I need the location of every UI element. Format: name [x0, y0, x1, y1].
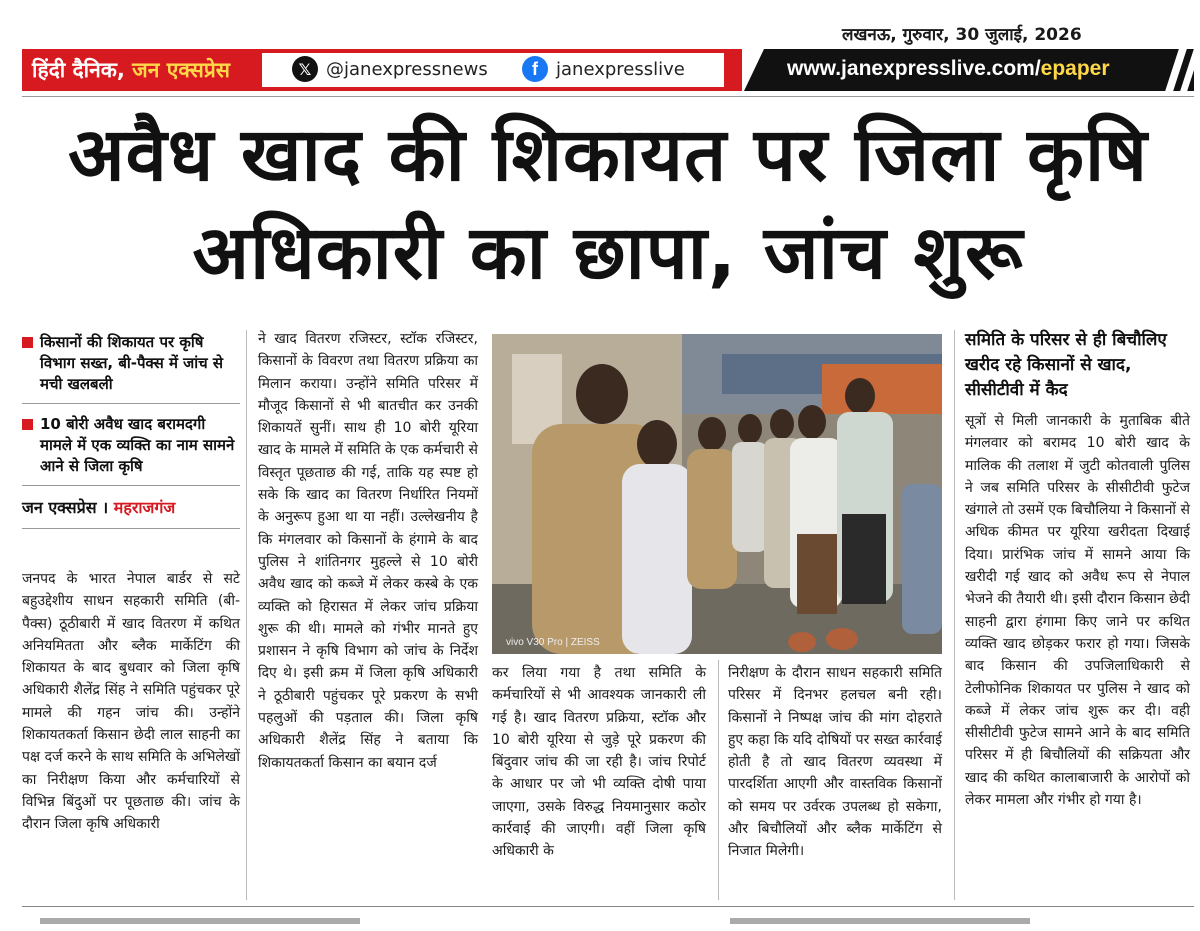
highlight-divider: [22, 485, 240, 486]
article-column-4: निरीक्षण के दौरान साधन सहकारी समिति परिसर में दिनभर हलचल बनी रही। किसानों ने निष्पक्ष जांच की मांग दोहराते हुए कहा कि यदि दोषियों पर सख्त कार्रवाई होती है तो खाद वितरण व्यवस्था में पारदर्शिता आएगी और वास्तविक किसानों को समय पर उर्वरक उपलब्ध हो सकेगा, और बिचौलियों और ब्लैक मार्केटिंग से निजात मिलेगी।: [728, 665, 942, 860]
facebook-handle: janexpresslive: [556, 58, 685, 80]
facebook-logo-icon: f: [522, 56, 548, 82]
highlight-item: [22, 332, 240, 395]
news-photo-illustration: [492, 334, 942, 654]
byline-source: जन एक्सप्रेस: [22, 498, 97, 517]
header-divider: [22, 96, 1194, 97]
red-square-icon: [22, 419, 33, 430]
next-article-stub: [40, 918, 360, 924]
url-main: www.janexpresslive.com/: [787, 57, 1041, 80]
byline: [22, 496, 240, 520]
column-divider: [246, 330, 247, 900]
facebook-handle-link[interactable]: [522, 56, 685, 82]
byline-divider: [22, 528, 240, 529]
column-divider: [954, 330, 955, 900]
url-highlight: epaper: [1040, 57, 1110, 80]
highlight-text: 10 बोरी अवैध खाद बरामदगी मामले में एक व्यक्ति का नाम सामने आने से जिला कृषि: [40, 415, 235, 475]
side-headline: समिति के परिसर से ही बिचौलिए खरीद रहे किसानों से खाद, सीसीटीवी में कैद: [965, 330, 1167, 400]
highlight-text: किसानों की शिकायत पर कृषि विभाग सख्त, बी-पैक्स में जांच से मची खलबली: [40, 333, 224, 393]
article-column-3: कर लिया गया है तथा समिति के कर्मचारियों से भी आवश्यक जानकारी ली गई है। खाद वितरण प्रक्रिया, स्टॉक और 10 बोरी यूरिया से जुड़े पूरे प्रकरण की बिंदुवार जांच की जा रही है। जांच रिपोर्ट के आधार पर जो भी व्यक्ति दोषी पाया जाएगा, उसके विरुद्ध नियमानुसार कठोर कार्रवाई की जाएगी। वहीं जिला कृषि अधिकारी के: [492, 665, 706, 860]
news-photo: [492, 334, 942, 654]
x-logo-icon: 𝕏: [292, 56, 318, 82]
page-title: [22, 106, 1194, 302]
dateline: लखनऊ, गुरुवार, 30 जुलाई, 2026: [842, 25, 1082, 45]
paper-brand: जन एक्सप्रेस: [132, 58, 230, 82]
paper-name: [32, 56, 230, 84]
footer-divider: [22, 906, 1194, 907]
x-handle-link[interactable]: [292, 56, 488, 82]
byline-separator: ।: [96, 498, 114, 517]
headline-line-1: अवैध खाद की शिकायत पर जिला कृषि: [68, 112, 1148, 198]
side-article-text: सूत्रों से मिली जानकारी के मुताबिक बीते मंगलवार को बरामद 10 बोरी खाद के मालिक की तलाश में जुटी कोतवाली पुलिस ने जब समिति परिसर के सीसीटीवी फुटेज खंगाले तो उसमें एक बिचौलिया ने किसानों से अधिक कीमत पर यूरिया खरीदता दिखाई दिया। प्रारंभिक जांच में सामने आया कि खरीदी गई खाद को अवैध रूप से नेपाल भेजने की तैयारी थी। इसी दौरान किसान छेदी साहनी द्वारा हंगामा किए जाने पर कथित व्यक्ति खाद छोड़कर फरार हो गया। जिसके बाद किसान की उपजिलाधिकारी से टेलीफोनिक शिकायत पर पुलिस ने खाद को कब्जे में लेकर जांच शुरू कर दी। वही सीसीटीवी फुटेज सामने आने के बाद समिति परिसर में ही बिचौलियों की सक्रियता और खाद की कथित कालाबाजारी के आरोपों को लेकर मामला और गंभीर हो गया है।: [965, 413, 1190, 809]
column-divider: [718, 660, 719, 900]
epaper-url-link[interactable]: [787, 57, 1110, 81]
x-handle: @janexpressnews: [326, 58, 488, 80]
next-article-stub: [730, 918, 1030, 924]
masthead: [22, 49, 1194, 91]
headline-line-2: अधिकारी का छापा, जांच शुरू: [192, 210, 1024, 296]
article-column-1: जनपद के भारत नेपाल बार्डर से सटे बहुउद्देशीय साधन सहकारी समिति (बी-पैक्स) ठूठीबारी में खाद वितरण में कथित अनियमितता और ब्लैक मार्केटिंग की शिकायत के बाद बुधवार को जिला कृषि अधिकारी शैलेंद्र सिंह ने समिति पहुंचकर पूरे मामले की गहन जांच की। उन्होंने शिकायतकर्ता किसान छेदी लाल साहनी का पक्ष दर्ज करने के साथ समिति के अभिलेखों का निरीक्षण किया और कर्मचारियों से विभिन्न बिंदुओं पर पूछताछ की। जांच के दौरान जिला कृषि अधिकारी: [22, 571, 240, 833]
highlight-item: [22, 414, 240, 477]
paper-prefix: हिंदी दैनिक,: [32, 58, 133, 82]
highlights: [22, 332, 240, 539]
camera-watermark: vivo V30 Pro | ZEISS: [506, 637, 600, 648]
byline-location: महराजगंज: [113, 498, 176, 517]
article-column-2: ने खाद वितरण रजिस्टर, स्टॉक रजिस्टर, किसानों के विवरण तथा वितरण प्रक्रिया का मिलान कराया। उन्होंने समिति परिसर में मौजूद किसानों से भी बातचीत कर उनकी शिकायतें सुनीं। साथ ही 10 बोरी यूरिया खाद के मामले में समिति के एक कर्मचारी से विस्तृत पूछताछ की गई, ताकि यह स्पष्ट हो सके कि खाद का वितरण निर्धारित नियमों के अनुरूप हुआ था या नहीं। उल्लेखनीय है कि मंगलवार को किसानों के हंगामे के बाद पुलिस ने शांतिनगर मुहल्ले से 10 बोरी अवैध खाद को कब्जे में लेकर कस्बे के एक व्यक्ति को हिरासत में लेकर जांच प्रक्रिया शुरू की थी। मामले को गंभीर मानते हुए प्रशासन ने कृषि विभाग को जांच के निर्देश दिए थे। इसी क्रम में जिला कृषि अधिकारी ने ठूठीबारी पहुंचकर पूरे प्रकरण के सभी पहलुओं की पड़ताल की। जिला कृषि अधिकारी शैलेंद्र सिंह ने बताया कि शिकायतकर्ता किसान का बयान दर्ज: [258, 331, 478, 771]
highlight-divider: [22, 403, 240, 404]
red-square-icon: [22, 337, 33, 348]
